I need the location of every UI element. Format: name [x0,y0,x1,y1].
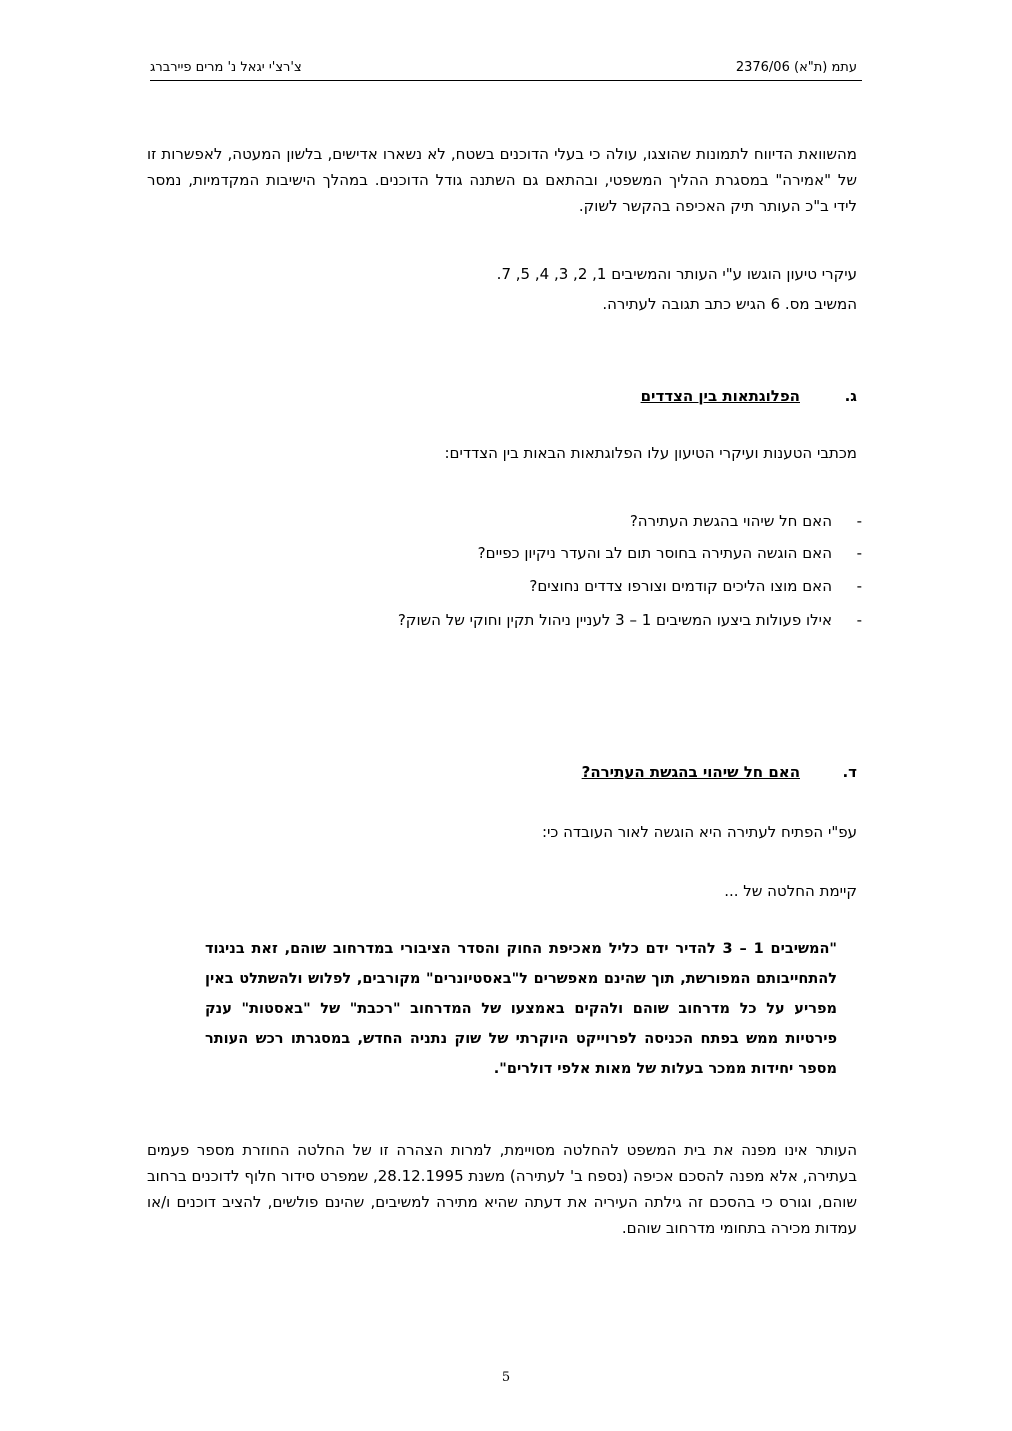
section-d-line1: עפ"י הפתיח לעתירה היא הוגשה לאור העובדה כי: [541,823,857,841]
paragraph-closing: העותר אינו מפנה את בית המשפט להחלטה מסויימת, למרות הצהרה זו של החלטה החוזרת מספר פעמים בעתירה, אלא מפנה להסכם אכיפה (נספח ב' לעתירה) משנת 28.12.1995, שמפרט סידור חלוף לדוכנים ברחוב שוהם, וגורס כי בהסכם זה גילתה העיריה את דעתה שהיא מתירה למשיבים, שהינם פולשים, להציב דוכנים ו/או עמדות מכירה בתחומי מדרחוב שוהם. [147,1141,857,1237]
section-d-title: האם חל שיהוי בהגשת העתירה? [581,763,800,781]
list-item: האם חל שיהוי בהגשת העתירה? [629,512,832,530]
header-divider [150,80,862,81]
list-item: אילו פעולות ביצעו המשיבים 1 – 3 לעניין ניהול תקין וחוקי של השוק? [397,611,832,629]
list-dash: - [856,577,862,595]
list-dash: - [856,512,862,530]
paragraph-response: המשיב מס. 6 הגיש כתב תגובה לעתירה. [602,295,857,313]
list-item: האם מוצו הליכים קודמים וצורפו צדדים נחוצים? [529,577,832,595]
section-d-letter: ד. [842,763,857,781]
section-d-line2: קיימת החלטה של ... [724,882,857,900]
paragraph-intro: מהשוואת הדיווח לתמונות שהוצגו, עולה כי בעלי הדוכנים בשטח, לא נשארו אדישים, בלשון המעטה, לאפשרות זו של "אמירה" במסגרת ההליך המשפטי, ובהתאם גם השתנה גודל הדוכנים. במהלך הישיבות המקדמיות, נמסר לידי ב"כ העותר תיק האכיפה בהקשר לשוק. [147,145,857,215]
list-item: האם הוגשה העתירה בחוסר תום לב והעדר ניקיון כפיים? [477,544,832,562]
block-quote: "המשיבים 1 – 3 להדיר ידם כליל מאכיפת החוק והסדר הציבורי במדרחוב שוהם, זאת בניגוד להתחייבותם המפורשת, תוך שהינם מאפשרים ל"באסטיונרים" מקורבים, לפלוש ולהשתלט באין מפריע על כל מדרחוב שוהם ולהקים באמצעו של המדרחוב "רכבת" של "באסטות" ענק פירטיות ממש בפתח הכניסה לפרוייקט היוקרתי של שוק נתניה החדש, במסגרתו רכש העותר מספר יחידות ממכר בעלות של מאות אלפי דולרים". [205,941,837,1077]
header-case-number: עתמ (ת"א) 2376/06 [735,60,857,75]
header-case-title: צ'רצ'י יגאל נ' מרים פיירברג [150,60,302,75]
section-c-intro: מכתבי הטענות ועיקרי הטיעון עלו הפלוגתאות הבאות בין הצדדים: [444,444,857,462]
paragraph-summaries: עיקרי טיעון הוגשו ע"י העותר והמשיבים 1, 2, 3, 4, 5, 7. [496,265,857,283]
section-c-letter: ג. [844,387,857,405]
list-dash: - [856,611,862,629]
page-number: 5 [501,1370,511,1385]
section-c-title: הפלוגתאות בין הצדדים [640,387,800,405]
list-dash: - [856,544,862,562]
